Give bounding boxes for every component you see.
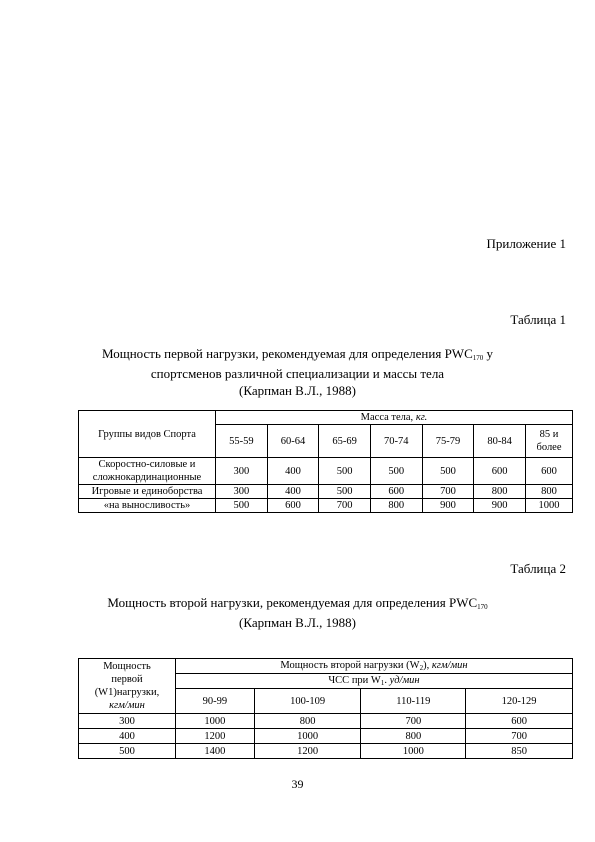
table2-w1-cell: 300 bbox=[79, 714, 176, 729]
table1 bbox=[78, 410, 573, 513]
table-cell: 900 bbox=[422, 499, 474, 513]
table1-mass-header bbox=[216, 411, 573, 425]
top-header-text: Мощность второй нагрузки (W bbox=[280, 660, 420, 671]
table1-caption-line3: (Карпман В.Л., 1988) bbox=[239, 383, 356, 398]
table1-mass-col: 55-59 bbox=[216, 425, 268, 458]
row-group-label: «на выносливость» bbox=[79, 499, 216, 513]
table-cell: 850 bbox=[466, 744, 573, 759]
row-group-label: Скоростно-силовые и сложнокардинационные bbox=[79, 458, 216, 485]
top-header-unit: кгм/мин bbox=[431, 660, 468, 671]
table-cell: 700 bbox=[466, 729, 573, 744]
appendix-label: Приложение 1 bbox=[486, 236, 566, 251]
mass-header-text: Масса тела, bbox=[360, 412, 416, 423]
table-cell: 800 bbox=[474, 485, 526, 499]
table2-label: Таблица 2 bbox=[510, 561, 566, 576]
table2-header-row1 bbox=[79, 659, 573, 674]
top-header-sub: 2 bbox=[419, 664, 424, 672]
table2-hr-col: 120-129 bbox=[466, 689, 573, 714]
table-cell: 500 bbox=[319, 485, 371, 499]
table-cell: 600 bbox=[466, 714, 573, 729]
table1-label: Таблица 1 bbox=[510, 312, 566, 327]
table-row bbox=[79, 729, 573, 744]
table-cell: 700 bbox=[422, 485, 474, 499]
table-cell: 800 bbox=[361, 729, 466, 744]
table-cell: 600 bbox=[370, 485, 422, 499]
table-row bbox=[79, 458, 573, 485]
table-cell: 1400 bbox=[176, 744, 255, 759]
table1-caption-line1 bbox=[60, 345, 535, 365]
table2-caption bbox=[60, 594, 535, 631]
table-cell: 1000 bbox=[526, 499, 573, 513]
table1-header-row1 bbox=[79, 411, 573, 425]
table2-hr-col: 90-99 bbox=[176, 689, 255, 714]
table2-caption-main: Мощность второй нагрузки, рекомендуемая для определения PWC bbox=[107, 595, 478, 610]
page-number: 39 bbox=[291, 777, 304, 791]
table2-w1-cell: 500 bbox=[79, 744, 176, 759]
table1-mass-col: 60-64 bbox=[267, 425, 319, 458]
table1-mass-col: 85 и более bbox=[526, 425, 573, 458]
table1-mass-col: 75-79 bbox=[422, 425, 474, 458]
table-cell: 400 bbox=[267, 485, 319, 499]
table-cell: 900 bbox=[474, 499, 526, 513]
table-cell: 600 bbox=[474, 458, 526, 485]
hr-header-sub: 1 bbox=[380, 679, 385, 687]
table-row bbox=[79, 499, 573, 513]
table-cell: 800 bbox=[370, 499, 422, 513]
hr-header-end: . bbox=[384, 675, 390, 686]
table-cell: 400 bbox=[267, 458, 319, 485]
table2-first-col-header bbox=[79, 659, 176, 714]
table2-hr-header bbox=[176, 674, 573, 689]
table2-top-header bbox=[176, 659, 573, 674]
table-row bbox=[79, 744, 573, 759]
table2-caption-subscript: 170 bbox=[477, 603, 488, 611]
table1-mass-col: 80-84 bbox=[474, 425, 526, 458]
table1-group-header: Группы видов Спорта bbox=[79, 411, 216, 458]
table-cell: 700 bbox=[361, 714, 466, 729]
table1-caption bbox=[60, 345, 535, 399]
table1-mass-col: 70-74 bbox=[370, 425, 422, 458]
table1-mass-col: 65-69 bbox=[319, 425, 371, 458]
table-cell: 500 bbox=[422, 458, 474, 485]
table1-caption-main: Мощность первой нагрузки, рекомендуемая для определения PWC bbox=[101, 346, 473, 361]
table1-caption-end: у bbox=[483, 346, 493, 361]
row-group-label: Игровые и единоборства bbox=[79, 485, 216, 499]
table-cell: 1000 bbox=[176, 714, 255, 729]
table1-caption-line2: спортсменов различной специализации и массы тела bbox=[150, 366, 445, 381]
table-cell: 500 bbox=[370, 458, 422, 485]
table-cell: 800 bbox=[526, 485, 573, 499]
first-col-header-line2: первой bbox=[111, 674, 143, 685]
table-cell: 500 bbox=[216, 499, 268, 513]
first-col-header-line1: Мощность bbox=[103, 661, 151, 672]
table-row bbox=[79, 485, 573, 499]
table-cell: 1200 bbox=[254, 744, 361, 759]
table-cell: 300 bbox=[216, 458, 268, 485]
hr-header-unit: уд/мин bbox=[389, 675, 420, 686]
table-cell: 600 bbox=[526, 458, 573, 485]
table-cell: 300 bbox=[216, 485, 268, 499]
table-cell: 1000 bbox=[254, 729, 361, 744]
table2-w1-cell: 400 bbox=[79, 729, 176, 744]
table2 bbox=[78, 658, 573, 759]
table2-hr-col: 100-109 bbox=[254, 689, 361, 714]
hr-header-text: ЧСС при W bbox=[328, 675, 381, 686]
first-col-header-unit: кгм/мин bbox=[109, 700, 145, 711]
mass-header-unit: кг. bbox=[415, 412, 428, 423]
table-cell: 1200 bbox=[176, 729, 255, 744]
table-cell: 700 bbox=[319, 499, 371, 513]
table-cell: 800 bbox=[254, 714, 361, 729]
table-cell: 500 bbox=[319, 458, 371, 485]
first-col-header-line3: (W1)нагрузки, bbox=[94, 687, 160, 698]
top-header-end: ), bbox=[423, 660, 432, 671]
table1-caption-subscript: 170 bbox=[472, 354, 484, 362]
table2-hr-col: 110-119 bbox=[361, 689, 466, 714]
table-cell: 1000 bbox=[361, 744, 466, 759]
table-row bbox=[79, 714, 573, 729]
table-cell: 600 bbox=[267, 499, 319, 513]
table2-caption-line1 bbox=[60, 594, 535, 614]
table2-caption-line2: (Карпман В.Л., 1988) bbox=[239, 615, 356, 630]
